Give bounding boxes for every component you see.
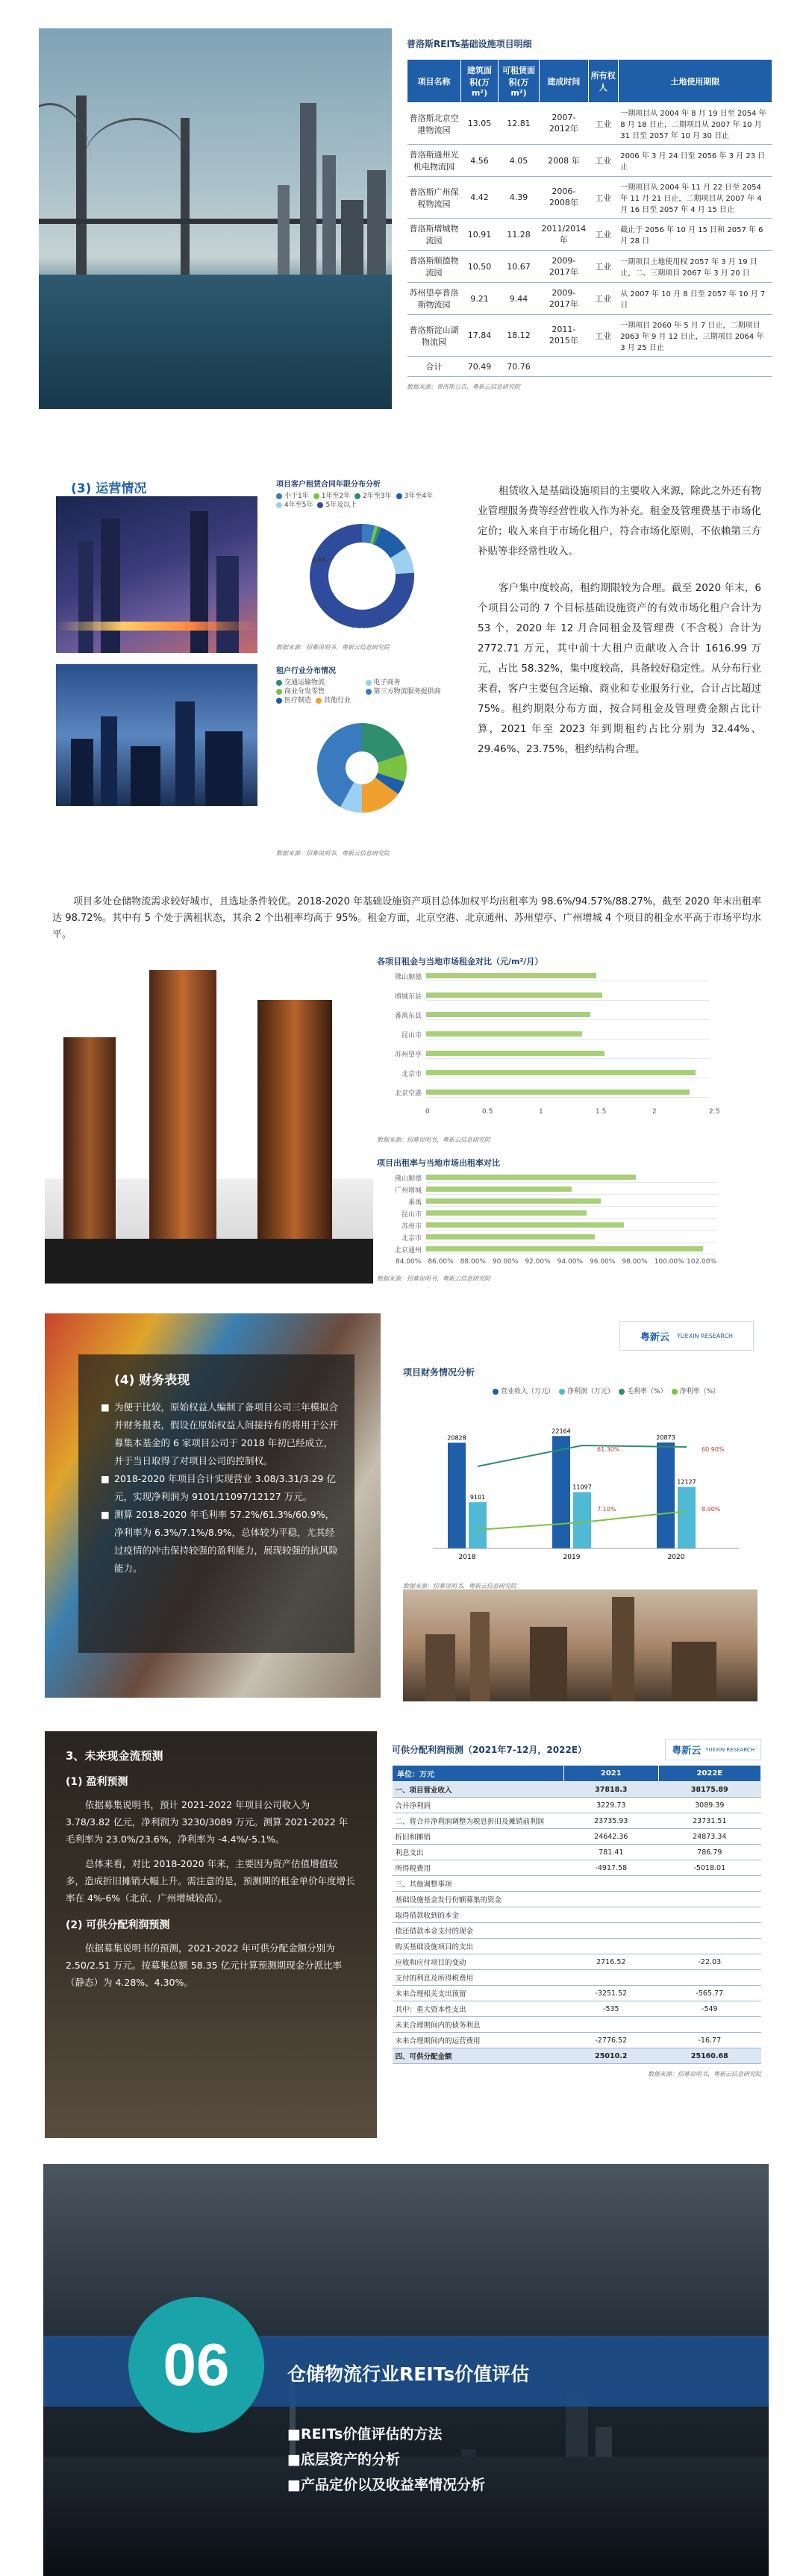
tick-label: 苏州望亭 xyxy=(394,1051,422,1059)
assets-table-block xyxy=(407,37,772,391)
table-title: 可供分配利润预测（2021年7-12月，2022E） xyxy=(392,1745,587,1755)
bar xyxy=(678,1487,696,1548)
legend-item: 净利润（万元） xyxy=(559,1386,614,1395)
chart-title: 项目客户租赁合同年限分布分析 xyxy=(276,481,381,489)
table-row xyxy=(393,2001,761,2017)
rent-compare-chart xyxy=(377,955,735,1127)
table-cell: -2776.52 xyxy=(564,2033,659,2048)
section-heading: 3、未来现金流预测 xyxy=(66,1749,163,1763)
source-note: 数据来源：普洛斯公告、粤新云信息研究院 xyxy=(407,384,520,390)
legend-item: 小于1年 xyxy=(276,492,309,501)
chapter-title: 仓储物流行业REITs价值评估 xyxy=(287,2363,530,2385)
legend-item: 2年至3年 xyxy=(354,492,391,501)
table-cell: 未来合理期间内的运营费用 xyxy=(393,2033,564,2048)
data-label: 22164 xyxy=(552,1428,571,1435)
section-finance xyxy=(0,1313,806,1716)
table-row xyxy=(407,283,772,315)
table-row xyxy=(393,1876,761,1892)
table-row xyxy=(393,1782,761,1798)
logo-subtext: YUEXIN RESEARCH xyxy=(705,1746,755,1753)
tick-label: 90.00% xyxy=(493,1258,519,1266)
table-cell: 781.41 xyxy=(564,1845,659,1860)
bar xyxy=(426,1234,595,1239)
finance-bullets xyxy=(92,1398,341,1578)
legend-item: 3年至4年 xyxy=(396,492,433,501)
tick-label: 100.00% xyxy=(654,1258,684,1266)
table-cell xyxy=(658,1876,760,1892)
col-header: 2021 xyxy=(564,1766,659,1782)
occupancy-compare-chart xyxy=(377,1157,735,1269)
table-row xyxy=(407,103,772,145)
section-occupancy xyxy=(0,881,806,1298)
list-item: ■底层资产的分析 xyxy=(287,2451,400,2468)
table-row xyxy=(393,1986,761,2001)
tick-label: 北京通州 xyxy=(394,1247,422,1254)
data-label: 20873 xyxy=(656,1434,675,1442)
table-cell: -565.77 xyxy=(658,1986,760,2001)
table-cell xyxy=(564,1892,659,1907)
table-cell: 工业 xyxy=(588,315,618,357)
table-row xyxy=(393,1860,761,1876)
section-reits-assets xyxy=(0,0,806,418)
table-cell: 2006 年 3 月 24 日至 2056 年 3 月 23 日止 xyxy=(618,145,772,177)
table-cell: 10.50 xyxy=(461,251,499,283)
table-cell: 工业 xyxy=(588,103,618,145)
list-item: ■产品定价以及收益率情况分析 xyxy=(287,2477,485,2493)
occupancy-bars xyxy=(377,1172,735,1257)
bar xyxy=(426,973,596,978)
table-cell: 折旧和摊销 xyxy=(393,1829,564,1845)
table-cell: 其中：重大资本性支出 xyxy=(393,2001,564,2017)
tick-label: 昆山市 xyxy=(401,1032,422,1040)
table-cell xyxy=(588,357,618,377)
table-cell: -4917.58 xyxy=(564,1860,659,1876)
paragraph: 客户集中度较高，租约期限较为合理。截至 2020 年末，6 个项目公司的 7 个目标基础设施资产的有效市场化租户合计为 53 个，2020 年 12 月合同租金及管理费（不含税）合计为 2772.71 万元，其中前十大租户贡献收入合计 1616.99 万元，占比 58.32%，集中度较高，具备较好稳定性。从分布行业来看，客户主要包含运输、商业和专业服务行业，合计占比超过 75%。租约期限分布方面，按合同租金及管理费金额占比计算，2021 年至 2023 年到期租约占比分别为 32.44%、29.46%、23.75%，租约结构合理。 xyxy=(478,582,761,755)
series-line xyxy=(478,1445,687,1466)
bar xyxy=(573,1492,591,1548)
legend-item: 净利率（%） xyxy=(672,1386,720,1395)
table-cell: 11.28 xyxy=(499,219,540,251)
data-label: 60.90% xyxy=(702,1446,725,1453)
sub-heading: (2) 可供分配利润预测 xyxy=(66,1919,170,1931)
col-header: 建成时间 xyxy=(540,60,589,103)
data-label: 7.10% xyxy=(597,1506,616,1513)
source-note: 数据来源：招募说明书，粤新云信息研究院 xyxy=(403,1583,516,1589)
table-cell: 工业 xyxy=(588,219,618,251)
section-operations xyxy=(0,448,806,866)
tick-label: 北京市 xyxy=(401,1071,422,1078)
tick-label: 北京市 xyxy=(401,1235,422,1242)
table-row xyxy=(393,1798,761,1813)
tick-label: 86.00% xyxy=(428,1258,454,1266)
col-header: 土地使用期限 xyxy=(618,60,772,103)
legend-item: 其他行业 xyxy=(316,696,351,705)
table-cell: 基础设施基金发行份额募集的资金 xyxy=(393,1892,564,1907)
sub-heading: (1) 盈利预测 xyxy=(66,1776,128,1788)
table-cell: 2011-2015年 xyxy=(540,315,589,357)
source-note: 数据来源：招募说明书，粤新云信息研究院 xyxy=(377,1275,490,1282)
chart-title: 项目财务情况分析 xyxy=(403,1367,475,1378)
chapter-number-badge xyxy=(128,2297,264,2433)
table-cell: -549 xyxy=(658,2001,760,2017)
section-valuation-cover xyxy=(0,2164,806,2576)
table-cell: 18.12 xyxy=(499,315,540,357)
table-cell: 从 2007 年 10 月 8 日至 2057 年 10 月 7 日 xyxy=(618,283,772,315)
table-cell: 786.79 xyxy=(658,1845,760,1860)
legend-item: 毛利率（%） xyxy=(619,1386,667,1395)
tick-label: 广州增城 xyxy=(394,1187,422,1195)
table-cell: 12.81 xyxy=(499,103,540,145)
table-cell: 苏州望亭普洛斯物流园 xyxy=(407,283,461,315)
data-label: 20828 xyxy=(447,1434,466,1442)
table-row xyxy=(407,251,772,283)
operations-text xyxy=(478,481,761,760)
table-cell: -5018.01 xyxy=(658,1860,760,1876)
table-cell: 2009-2017年 xyxy=(540,283,589,315)
contract-term-donut xyxy=(276,513,448,640)
x-axis xyxy=(396,1258,731,1269)
table-cell: 一期项目土地使用权 2057 年 3 月 19 日止，二、三期项目 2067 年 3 月 20 日 xyxy=(618,251,772,283)
table-cell xyxy=(564,1970,659,1986)
table-cell: 一期项目从 2004 年 11 月 22 日至 2054 年 11 月 21 日止，二期项目从 2007 年 4 月 16 日至 2057 年 4 月 15 日止 xyxy=(618,177,772,219)
bar xyxy=(426,1246,703,1251)
data-label: 8.90% xyxy=(702,1506,721,1513)
logo-subtext: YUEXIN RESEARCH xyxy=(676,1332,734,1339)
table-row xyxy=(407,357,772,377)
bar xyxy=(426,1051,604,1056)
table-cell xyxy=(564,1876,659,1892)
cashflow-panel xyxy=(45,1731,377,2138)
table-cell: 普洛斯增城物流园 xyxy=(407,219,461,251)
tick-label: 2020 xyxy=(667,1554,685,1561)
distribution-table xyxy=(392,1765,761,2064)
paragraph: 依据募集说明书，预计 2021-2022 年项目公司收入为 3.78/3.82 亿元，净利润为 3230/3089 万元。测算 2021-2022 年毛利率为 23.0%/23.6%，净利率为 -4.4%/-5.1%。 xyxy=(66,1799,349,1845)
logo-text: 粤新云 xyxy=(640,1331,669,1343)
assets-table xyxy=(407,59,772,377)
table-cell: 利息支出 xyxy=(393,1845,564,1860)
table-cell: 二、将合并净利润调整为税息折旧及摊销前利润 xyxy=(393,1813,564,1829)
table-row xyxy=(407,145,772,177)
bar xyxy=(426,1198,601,1204)
col-header: 可租赁面积(万m²) xyxy=(499,60,540,103)
table-cell: 24642.36 xyxy=(564,1829,659,1845)
source-note: 数据来源：招募说明书，粤新云信息研究院 xyxy=(648,2071,761,2078)
x-axis xyxy=(425,1108,724,1119)
table-cell xyxy=(564,2017,659,2033)
table-cell: 一期项目 2060 年 5 月 7 日止，二期项目 2063 年 9 月 12 日止，三期项目 2064 年 3 月 25 日止 xyxy=(618,315,772,357)
table-cell: 38175.89 xyxy=(658,1782,760,1798)
legend-item: 4年至5年 xyxy=(276,501,313,510)
bar xyxy=(426,1175,636,1180)
data-label: 9101 xyxy=(469,1494,486,1501)
bar xyxy=(426,992,602,998)
tick-label: 番禺东县 xyxy=(394,1013,422,1020)
bar xyxy=(426,1012,590,1017)
table-cell: 工业 xyxy=(588,283,618,315)
table-cell: 截止于 2056 年 10 月 15 日和 2057 年 6 月 28 日 xyxy=(618,219,772,251)
table-cell xyxy=(658,1907,760,1923)
table-cell xyxy=(540,357,589,377)
table-cell: 17.84 xyxy=(461,315,499,357)
table-row xyxy=(393,2048,761,2064)
col-header: 建筑面积(万m²) xyxy=(461,60,499,103)
table-cell xyxy=(658,1939,760,1954)
col-header: 所有权人 xyxy=(588,60,618,103)
table-cell xyxy=(658,1923,760,1939)
table-cell: 2011/2014年 xyxy=(540,219,589,251)
chart-title: 项目出租率与当地市场出租率对比 xyxy=(377,1158,500,1168)
table-cell: 合并净利润 xyxy=(393,1798,564,1813)
city-night-photo xyxy=(56,496,257,653)
legend-item: 商业分发零售 xyxy=(276,687,325,696)
tick-label: 番禺 xyxy=(407,1199,422,1207)
legend-item: 交通运输物流 xyxy=(276,678,325,687)
bridge-photo xyxy=(39,28,392,409)
col-header: 项目名称 xyxy=(407,60,461,103)
table-row xyxy=(393,1813,761,1829)
bar xyxy=(426,1210,587,1216)
table-cell: 24873.34 xyxy=(658,1829,760,1845)
tick-label: 94.00% xyxy=(557,1258,583,1266)
list-item: ■ 2018-2020 年项目合计实现营业 3.08/3.31/3.29 亿元，实现净利润为 9101/11097/12127 万元。 xyxy=(101,1473,336,1502)
table-cell: 2009-2017年 xyxy=(540,251,589,283)
paragraph: 总体来看，对比 2018-2020 年来，主要因为资产估值增值较多，造成折旧摊销大幅上升。需注意的是，预测期的租金单价年度增长率在 4%-6%（北京、广州增城较高）。 xyxy=(66,1858,355,1904)
bar xyxy=(448,1442,466,1548)
section-heading: (3) 运营情况 xyxy=(71,481,147,496)
skyscraper-photo xyxy=(45,963,373,1284)
table-cell: 普洛斯顺德物流园 xyxy=(407,251,461,283)
table-cell: 工业 xyxy=(588,145,618,177)
table-cell: 3229.73 xyxy=(564,1798,659,1813)
table-cell: -16.77 xyxy=(658,2033,760,2048)
bar xyxy=(657,1442,675,1548)
table-cell xyxy=(564,1939,659,1954)
table-cell xyxy=(658,2017,760,2033)
table-cell: 70.76 xyxy=(499,357,540,377)
chapter-items xyxy=(287,2422,485,2498)
table-cell: 2007-2012年 xyxy=(540,103,589,145)
chart-data-label: 78.00% xyxy=(350,627,374,634)
table-cell: -535 xyxy=(564,2001,659,2017)
chart-legend xyxy=(493,1386,754,1395)
legend-item: 医疗制造 xyxy=(276,696,311,705)
table-cell: 4.39 xyxy=(499,177,540,219)
table-cell: 普洛斯广州保税物流园 xyxy=(407,177,461,219)
table-cell: 取得借款收到的本金 xyxy=(393,1907,564,1923)
table-cell: 合计 xyxy=(407,357,461,377)
table-row xyxy=(393,2017,761,2033)
table-cell: -22.03 xyxy=(658,1954,760,1970)
table-cell: 4.05 xyxy=(499,145,540,177)
chart-legend xyxy=(276,678,448,705)
legend-item: 5年及以上 xyxy=(317,501,357,510)
table-cell: 3089.39 xyxy=(658,1798,760,1813)
source-note: 数据来源：招募说明书，粤新云信息研究院 xyxy=(276,850,390,857)
table-cell: 9.44 xyxy=(499,283,540,315)
bar xyxy=(552,1436,570,1548)
table-cell: 9.21 xyxy=(461,283,499,315)
table-cell: 2008 年 xyxy=(540,145,589,177)
tick-label: 昆山市 xyxy=(401,1211,422,1219)
table-row xyxy=(393,2033,761,2048)
distribution-table-block xyxy=(392,1739,761,2078)
bar xyxy=(426,1031,582,1037)
table-cell: 三、其他调整事项 xyxy=(393,1876,564,1892)
tick-label: 2.5 xyxy=(709,1108,720,1116)
city-skyline-photo xyxy=(403,1589,757,1701)
table-cell: -3251.52 xyxy=(564,1986,659,2001)
section-heading: (4) 财务表现 xyxy=(114,1373,190,1388)
tick-label: 1.5 xyxy=(596,1108,607,1116)
table-cell: 4.56 xyxy=(461,145,499,177)
table-cell: 一期项目从 2004 年 8 月 19 日至 2054 年 8 月 18 日止，二期项目从 2007 年 10 月 31 日至 2057 年 10 月 30 日止 xyxy=(618,103,772,145)
table-cell: 13.05 xyxy=(461,103,499,145)
table-cell: 70.49 xyxy=(461,357,499,377)
tick-label: 102.00% xyxy=(687,1258,717,1266)
data-label: 61.30% xyxy=(597,1446,620,1453)
tick-label: 北京空港 xyxy=(394,1090,422,1098)
table-row xyxy=(393,1954,761,1970)
bar xyxy=(426,1187,572,1192)
table-row xyxy=(393,1907,761,1923)
table-cell xyxy=(564,1923,659,1939)
table-cell: 25160.68 xyxy=(658,2048,760,2064)
table-cell xyxy=(564,1907,659,1923)
table-row xyxy=(407,177,772,219)
chart-title: 各项目租金与当地市场租金对比（元/m²/月） xyxy=(377,957,543,966)
table-cell: 2716.52 xyxy=(564,1954,659,1970)
table-cell: 支付的利息及所得税费用 xyxy=(393,1970,564,1986)
source-note: 数据来源：招募说明书，粤新云信息研究院 xyxy=(276,644,390,651)
tenant-industry-chart xyxy=(276,664,448,843)
finance-overlay xyxy=(78,1354,354,1653)
bar xyxy=(426,1090,690,1095)
paragraph: 项目多处仓储物流需求较好城市，且选址条件较优。2018-2020 年基础设施资产项目总体加权平均出租率为 98.6%/94.57%/88.27%，截至 2020 年末出租率达 98.72%。其中有 5 个处于满租状态，其余 2 个出租率均高于 95%。租金方面，北京空港、北京通州、苏州望亭、广州增城 4 个项目的租金水平高于市场平均水平。 xyxy=(52,896,761,940)
chart-title: 租户行业分布情况 xyxy=(276,667,336,675)
list-item: ■ 为便于比较，原始权益人编制了备项目公司三年模拟合并财务报表，假设在原始权益人间接持有的将用于公开募集本基金的 6 家项目公司于 2018 年初已经成立，并于当日取得了对项目公司的控制权。 xyxy=(101,1401,339,1466)
table-cell: 一、项目营业收入 xyxy=(393,1782,564,1798)
table-cell: 37818.3 xyxy=(564,1782,659,1798)
paragraph: 依据募集说明书的预测，2021-2022 年可供分配金额分别为 2.50/2.51 万元。按募集总额 58.35 亿元计算预测期现金分派比率（静态）为 4.28%、4.30%。 xyxy=(66,1942,343,1988)
table-cell xyxy=(658,1892,760,1907)
col-header: 单位：万元 xyxy=(393,1766,564,1782)
rent-bars xyxy=(377,970,735,1108)
table-cell: 工业 xyxy=(588,177,618,219)
table-row xyxy=(393,1845,761,1860)
assets-table-title: 普洛斯REITs基础设施项目明细 xyxy=(407,39,532,49)
tick-label: 增城东县 xyxy=(394,993,422,1001)
tick-label: 2 xyxy=(652,1108,657,1116)
tick-label: 佛山顺德 xyxy=(394,974,422,981)
city-dusk-photo xyxy=(56,664,257,806)
tenant-industry-donut xyxy=(276,708,448,820)
table-cell: 2006-2008年 xyxy=(540,177,589,219)
source-note: 数据来源：招募说明书，粤新云信息研究院 xyxy=(377,1137,490,1143)
table-cell: 23735.93 xyxy=(564,1813,659,1829)
table-cell: 普洛斯北京空港物流园 xyxy=(407,103,461,145)
legend-item: 1年至2年 xyxy=(313,492,350,501)
tick-label: 2018 xyxy=(458,1554,476,1561)
tick-label: 苏州市 xyxy=(401,1223,422,1231)
tick-label: 88.00% xyxy=(460,1258,486,1266)
brand-logo xyxy=(665,1739,761,1760)
table-row xyxy=(393,1970,761,1986)
legend-item: 第三方物流服务提供商 xyxy=(366,687,441,696)
chart-data-label: 0.8% xyxy=(312,557,328,563)
tick-label: 92.00% xyxy=(525,1258,551,1266)
brand-logo xyxy=(619,1321,754,1351)
table-cell: 4.42 xyxy=(461,177,499,219)
table-row xyxy=(393,1923,761,1939)
table-cell: 四、可供分配金额 xyxy=(393,2048,564,2064)
tick-label: 98.00% xyxy=(622,1258,648,1266)
paragraph: 租赁收入是基础设施项目的主要收入来源，除此之外还有物业管理服务费等经营性收入作为补充。租金及管理费基于市场化定价；收入来自于市场化租户，符合市场化原则，不依赖第三方补贴等非经常性收入。 xyxy=(478,485,761,557)
data-label: 11097 xyxy=(572,1484,592,1491)
table-cell: 购买基础设施项目的支出 xyxy=(393,1939,564,1954)
table-cell: 偿还借款本金支付的现金 xyxy=(393,1923,564,1939)
tick-label: 0.5 xyxy=(482,1108,493,1116)
table-cell: 所得税费用 xyxy=(393,1860,564,1876)
tick-label: 2019 xyxy=(563,1554,581,1561)
tick-label: 84.00% xyxy=(396,1258,422,1266)
logo-text: 粤新云 xyxy=(672,1745,702,1757)
contract-term-chart xyxy=(276,478,448,642)
table-row xyxy=(393,1892,761,1907)
table-cell: 应收和应付项目的变动 xyxy=(393,1954,564,1970)
table-cell: 工业 xyxy=(588,251,618,283)
table-cell xyxy=(658,1970,760,1986)
list-item: ■ 测算 2018-2020 年毛利率 57.2%/61.3%/60.9%，净利率为 6.3%/7.1%/8.9%，总体较为平稳，尤其经过疫情的冲击保持较强的盈利能力，展现较强的抗风险能力。 xyxy=(101,1509,339,1574)
table-cell xyxy=(618,357,772,377)
legend-item: 电子商务 xyxy=(366,678,401,687)
table-row xyxy=(407,315,772,357)
table-row xyxy=(393,1829,761,1845)
table-cell: 普洛斯通州光机电物流园 xyxy=(407,145,461,177)
section-cashflow xyxy=(0,1731,806,2149)
chart-legend xyxy=(276,492,448,510)
table-cell: 未来合理相关支出预留 xyxy=(393,1986,564,2001)
table-row xyxy=(407,219,772,251)
tick-label: 0 xyxy=(425,1108,430,1116)
table-cell: 10.91 xyxy=(461,219,499,251)
bar xyxy=(469,1502,487,1548)
tick-label: 1 xyxy=(539,1108,543,1116)
finance-chart xyxy=(403,1366,754,1582)
legend-item: 营业收入（万元） xyxy=(493,1386,554,1395)
chapter-number: 06 xyxy=(163,2331,230,2398)
table-cell: 10.67 xyxy=(499,251,540,283)
table-row xyxy=(393,1939,761,1954)
list-item: ■REITs价值评估的方法 xyxy=(287,2426,443,2442)
col-header: 2022E xyxy=(658,1766,760,1782)
table-cell: 25010.2 xyxy=(564,2048,659,2064)
bar xyxy=(426,1222,624,1228)
finance-svg xyxy=(403,1399,754,1578)
table-cell: 普洛斯淀山湖物流园 xyxy=(407,315,461,357)
tick-label: 佛山顺德 xyxy=(394,1175,422,1183)
data-label: 12127 xyxy=(677,1478,696,1486)
bar xyxy=(426,1070,696,1075)
table-cell: 未来合理期间内的债务利息 xyxy=(393,2017,564,2033)
table-cell: 23731.51 xyxy=(658,1813,760,1829)
tick-label: 96.00% xyxy=(590,1258,616,1266)
